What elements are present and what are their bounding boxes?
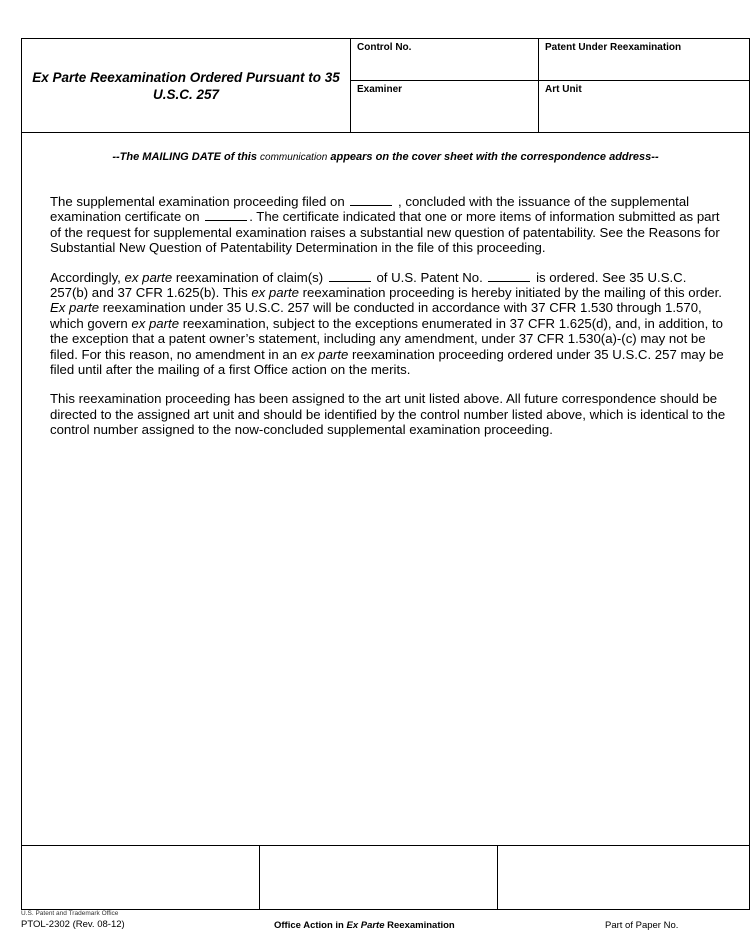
art-unit-field: [539, 81, 749, 132]
p2-ex-parte-1: ex parte: [124, 269, 173, 285]
agency-name: U.S. Patent and Trademark Office: [21, 910, 119, 917]
form-number: PTOL-2302 (Rev. 08-12): [21, 919, 125, 930]
p2-text-f: reexamination under 35 U.S.C. 257 will be conducted in accordance with 37 CFR 1.530 through 1.570, which govern: [50, 300, 702, 331]
p2-text-g: reexamination, subject to the exceptions enumerated in 37 CFR 1.625(d), and, in addition, to the exception that a patent owner’s statement, including any amendment, under 37 CFR 1.530(a)-(c) may not be filed. For this reason, no amendment in an: [50, 315, 723, 362]
p2-text-h: reexamination proceeding ordered under 35 U.S.C. 257 may be filed until after the mailing of a first Office action on the merits.: [50, 346, 724, 378]
p1-text-b: , concluded with the issuance of the supplemental examination certificate on: [50, 194, 690, 225]
paragraph-art-unit-assignment: This reexamination proceeding has been assigned to the art unit listed above. All future correspondence should be directed to the assigned art unit and should be identified by the control number listed above, which is identical to the control number assigned to the now-concluded supplemental examination proceeding.: [50, 391, 726, 438]
filed-date-blank: [350, 194, 392, 206]
reexamination-form: [21, 38, 750, 910]
p2-text-e: reexamination proceeding is hereby initiated by the mailing of this order.: [299, 285, 722, 301]
footer-title-b: Ex Parte: [346, 920, 385, 931]
form-header: [22, 39, 749, 133]
paper-number: Part of Paper No.: [605, 920, 679, 931]
p2-text-c: of U.S. Patent No.: [372, 269, 487, 285]
signature-cell-1: [22, 846, 260, 910]
signature-cell-2: [260, 846, 498, 910]
paragraph-supplemental-examination: [50, 194, 726, 256]
control-no-field: [351, 39, 539, 81]
footer-title-c: Reexamination: [384, 920, 455, 931]
p2-ex-parte-4: ex parte: [131, 315, 180, 331]
mailing-date-notice: [22, 151, 749, 163]
footer-title-a: Office Action in: [274, 920, 347, 931]
mailing-part3: appears on the cover sheet with the correspondence address--: [327, 151, 659, 163]
patent-number-blank: [488, 270, 530, 282]
form-title-cell: [22, 39, 351, 132]
claims-blank: [329, 270, 371, 282]
art-unit-label: Art Unit: [545, 84, 582, 95]
p2-ex-parte-2: ex parte: [251, 285, 299, 301]
form-title: Ex Parte Reexamination Ordered Pursuant to 35 U.S.C. 257: [32, 69, 340, 102]
paragraph-reexamination-order: [50, 270, 726, 378]
examiner-field: [351, 81, 539, 132]
p2-text-b: reexamination of claim(s): [172, 269, 327, 285]
p2-text-d: is ordered. See 35 U.S.C. 257(b) and 37 CFR 1.625(b). This: [50, 269, 687, 301]
signature-row: [22, 845, 749, 910]
p2-text-a: Accordingly,: [50, 269, 125, 285]
footer-title: [274, 920, 455, 931]
p1-text-a: The supplemental examination proceeding filed on: [50, 194, 349, 209]
patent-label: Patent Under Reexamination: [545, 42, 682, 53]
p2-ex-parte-5: ex parte: [300, 346, 349, 362]
form-body: [50, 194, 726, 452]
certificate-date-blank: [205, 209, 247, 221]
signature-cell-3: [498, 846, 749, 910]
examiner-label: Examiner: [357, 84, 403, 95]
p2-ex-parte-3: Ex parte: [50, 300, 100, 316]
p1-text-c: . The certificate indicated that one or more items of information submitted as part of the request for supplemental examination raises a substantial new question of patentability. See the Reasons for Substantial New Question of Patentability Determination in the file of this proceeding.: [50, 209, 720, 256]
mailing-part2: communication: [260, 152, 328, 163]
patent-under-reexamination-field: [539, 39, 749, 81]
mailing-part1: --The MAILING DATE of this: [112, 151, 261, 163]
control-no-label: Control No.: [357, 42, 412, 53]
